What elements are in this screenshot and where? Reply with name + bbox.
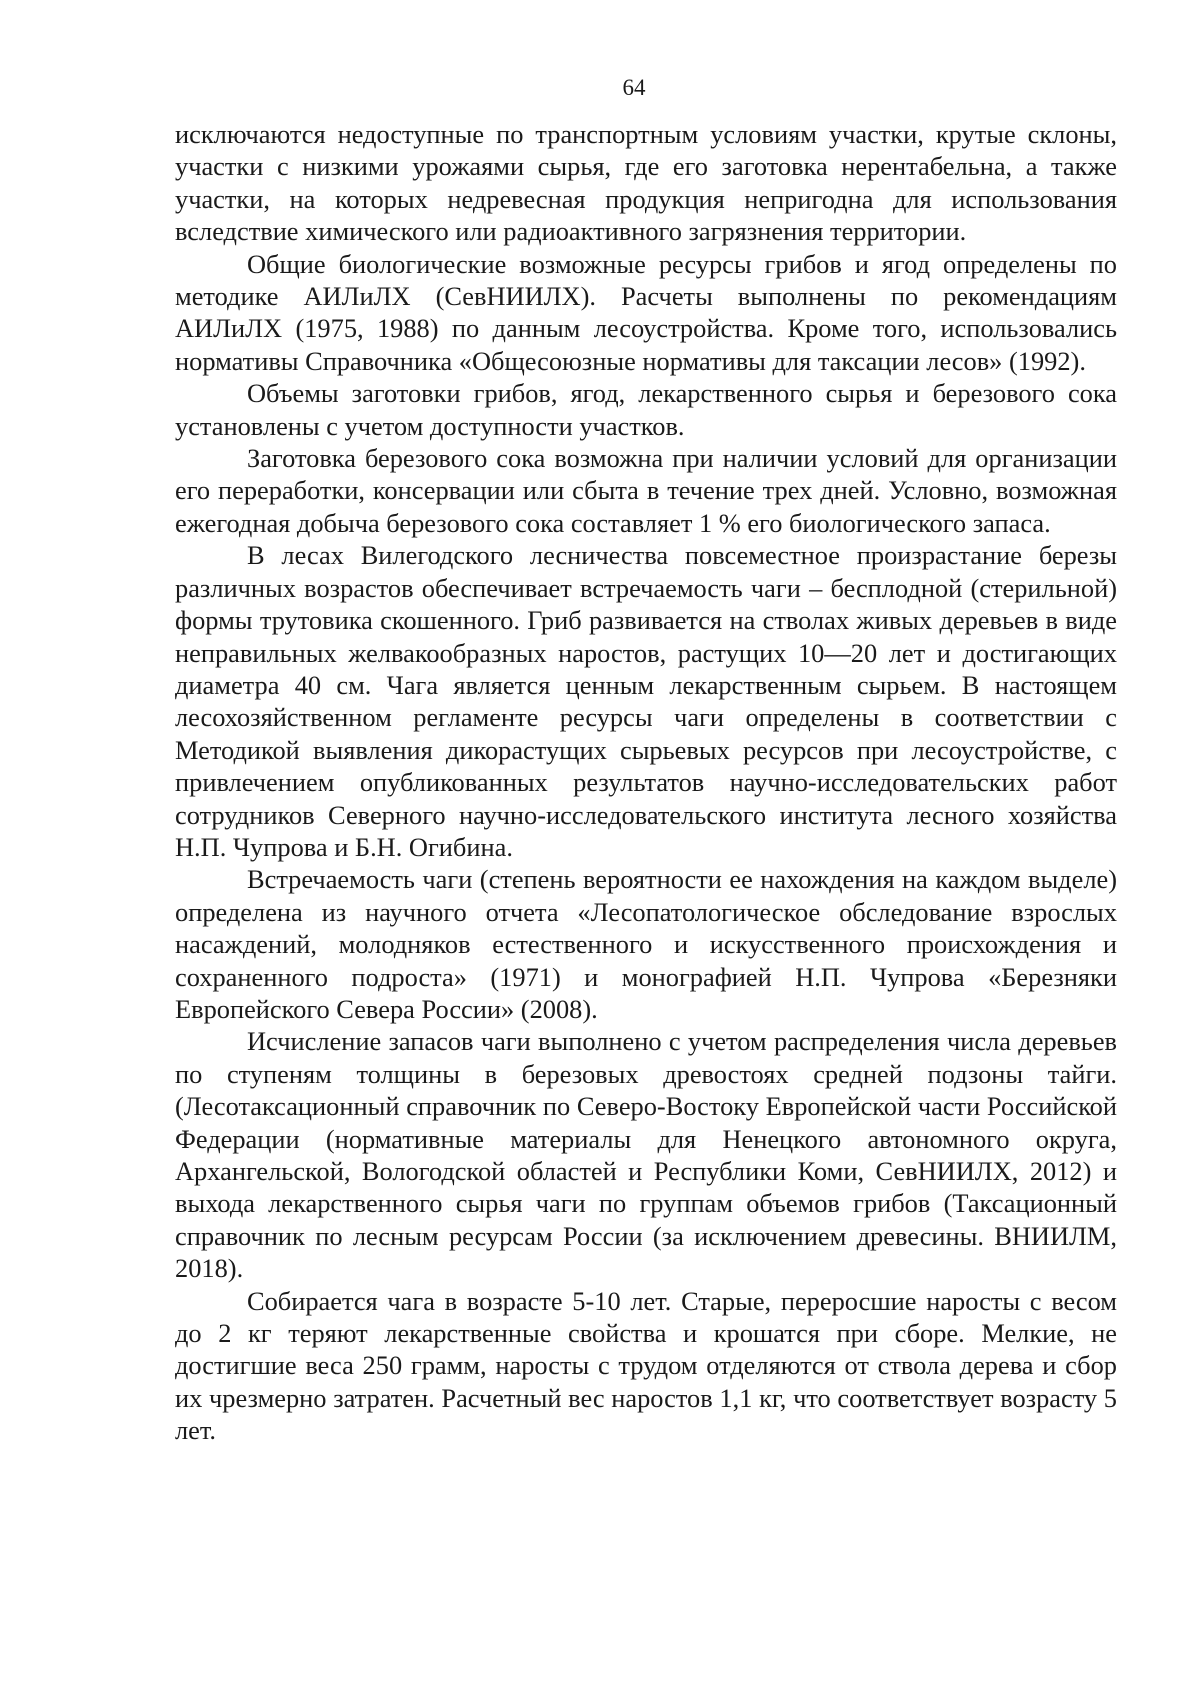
page-number: 64 <box>622 75 646 100</box>
paragraph-8: Собирается чага в возрасте 5-10 лет. Старые, переросшие наросты с весом до 2 кг теряют лекарственные свойства и крошатся при сборе. Мелкие, не достигшие веса 250 грамм, наросты с трудом отделяются от ствола дерева и сбор их чрезмерно затратен. Расчетный вес наростов 1,1 кг, что соответствует возрасту 5 лет. <box>175 1285 1117 1446</box>
paragraph-1: исключаются недоступные по транспортным условиям участки, крутые склоны, участки с низкими урожаями сырья, где его заготовка нерентабельна, а также участки, на которых недревесная продукция непригодна для использования вследствие химического или радиоактивного загрязнения территории. <box>175 119 1117 247</box>
paragraph-5: В лесах Вилегодского лесничества повсеместное произрастание березы различных возрастов обеспечивает встречаемость чаги – бесплодной (стерильной) формы трутовика скошенного. Гриб развивается на стволах живых деревьев в виде неправильных желвакообразных наростов, растущих 10—20 лет и достигающих диаметра 40 см. Чага является ценным лекарственным сырьем. В настоящем лесохозяйственном регламенте ресурсы чаги определены в соответствии с Методикой выявления дикорастущих сырьевых ресурсов при лесоустройстве, с привлечением опубликованных результатов научно-исследовательских работ сотрудников Северного научно-исследовательского института лесного хозяйства Н.П. Чупрова и Б.Н. Огибина. <box>175 540 1117 862</box>
document-body <box>175 118 1117 1447</box>
paragraph-2: Общие биологические возможные ресурсы грибов и ягод определены по методике АИЛиЛХ (СевНИИЛХ). Расчеты выполнены по рекомендациям АИЛиЛХ (1975, 1988) по данным лесоустройства. Кроме того, использовались нормативы Справочника «Общесоюзные нормативы для таксации лесов» (1992). <box>175 248 1117 376</box>
paragraph-6: Встречаемость чаги (степень вероятности ее нахождения на каждом выделе) определена из научного отчета «Лесопатологическое обследование взрослых насаждений, молодняков естественного и искусственного происхождения и сохраненного подроста» (1971) и монографией Н.П. Чупрова «Березняки Европейского Севера России» (2008). <box>175 864 1117 1024</box>
paragraph-4: Заготовка березового сока возможна при наличии условий для организации его переработки, консервации или сбыта в течение трех дней. Условно, возможная ежегодная добыча березового сока составляет 1 % его биологического запаса. <box>175 443 1117 538</box>
paragraph-7: Исчисление запасов чаги выполнено с учетом распределения числа деревьев по ступеням толщины в березовых древостоях средней подзоны тайги. (Лесотаксационный справочник по Северо-Востоку Европейской части Российской Федерации (нормативные материалы для Ненецкого автономного округа, Архангельской, Вологодской областей и Республики Коми, СевНИИЛХ, 2012) и выхода лекарственного сырья чаги по группам объемов грибов (Таксационный справочник по лесным ресурсам России (за исключением древесины. ВНИИЛМ, 2018). <box>175 1026 1117 1284</box>
paragraph-3: Объемы заготовки грибов, ягод, лекарственного сырья и березового сока установлены с учетом доступности участков. <box>175 378 1117 441</box>
